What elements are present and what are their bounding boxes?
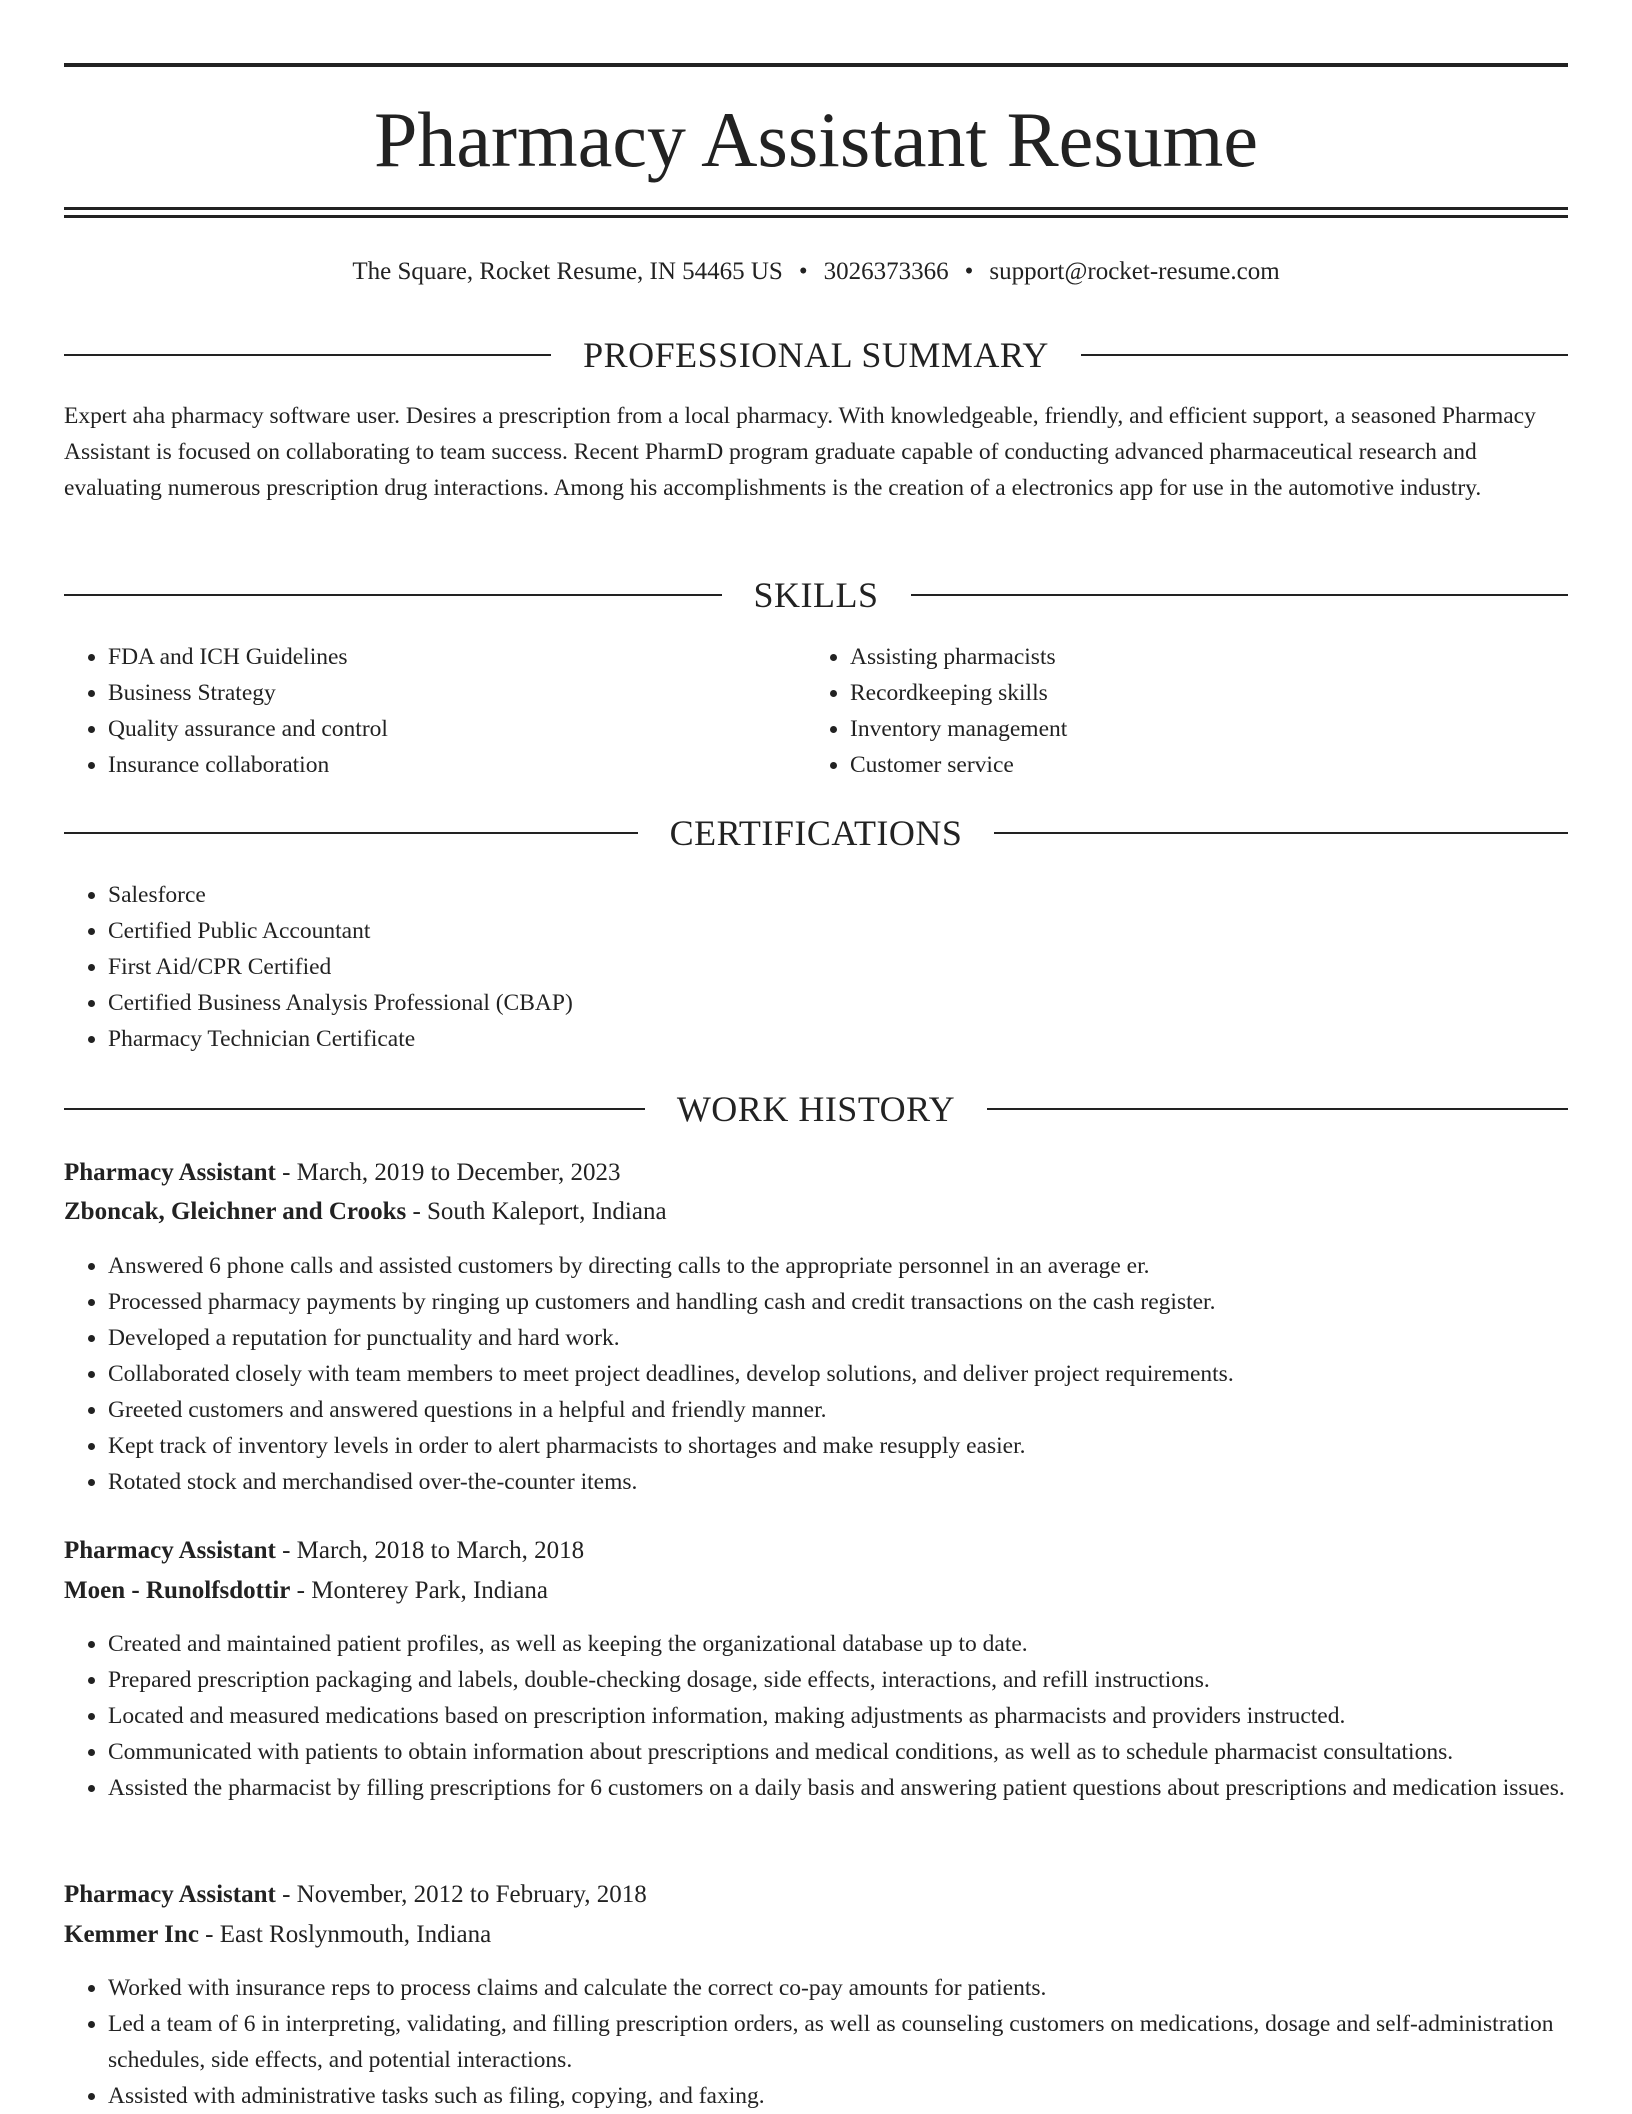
contact-phone: 3026373366 bbox=[823, 258, 949, 285]
contact-separator: • bbox=[798, 258, 808, 285]
list-item: • Quality assurance and control bbox=[108, 711, 798, 747]
list-item: • Salesforce bbox=[108, 877, 1568, 913]
title-rule-upper bbox=[64, 207, 1568, 210]
job-bullets bbox=[64, 1248, 1588, 1500]
contact-email: support@rocket-resume.com bbox=[989, 258, 1280, 285]
job-dates: March, 2019 to December, 2023 bbox=[296, 1159, 621, 1186]
section-title: PROFESSIONAL SUMMARY bbox=[583, 335, 1049, 375]
heading-rule-left bbox=[64, 832, 638, 834]
list-item: • Pharmacy Technician Certificate bbox=[108, 1021, 1568, 1057]
contact-address: The Square, Rocket Resume, IN 54465 US bbox=[352, 258, 783, 285]
job-title: Pharmacy Assistant bbox=[64, 1159, 276, 1186]
section-heading-work-history bbox=[64, 1087, 1568, 1131]
certifications-list bbox=[64, 877, 1568, 1057]
summary-text: Expert aha pharmacy software user. Desires a prescription from a local pharmacy. With knowledgeable, friendly, and efficient support, a seasoned Pharmacy Assistant is focused on collaborating to team success. Recent PharmD program graduate capable of conducting advanced pharmaceutical research and evaluating numerous prescription drug interactions. Among his accomplishments is the creation of a electronics app for use in the automotive industry. bbox=[64, 403, 1536, 501]
list-item: • First Aid/CPR Certified bbox=[108, 949, 1568, 985]
section-heading-skills bbox=[64, 573, 1568, 617]
job-company: Zboncak, Gleichner and Crooks bbox=[64, 1198, 407, 1225]
heading-rule-left bbox=[64, 594, 722, 596]
job-company-line bbox=[64, 1194, 1568, 1230]
job-dash: - bbox=[198, 1921, 220, 1948]
job-title-line bbox=[64, 1533, 1568, 1569]
list-item: • Rotated stock and merchandised over-the-counter items. bbox=[108, 1464, 1588, 1500]
job-dash: - bbox=[275, 1159, 297, 1186]
job-dash: - bbox=[275, 1537, 297, 1564]
job-dates: November, 2012 to February, 2018 bbox=[296, 1881, 647, 1908]
list-item: • FDA and ICH Guidelines bbox=[108, 639, 798, 675]
list-item: • Worked with insurance reps to process claims and calculate the correct co-pay amounts for patients. bbox=[108, 1970, 1588, 2006]
heading-rule-left bbox=[64, 1108, 645, 1110]
list-item: • Assisted the pharmacist by filling prescriptions for 6 customers on a daily basis and answering patient questions about prescriptions and medication issues. bbox=[108, 1770, 1588, 1806]
heading-rule-left bbox=[64, 354, 551, 356]
list-item: • Answered 6 phone calls and assisted customers by directing calls to the appropriate personnel in an average er. bbox=[108, 1248, 1588, 1284]
list-item: • Developed a reputation for punctuality and hard work. bbox=[108, 1320, 1588, 1356]
job-location: South Kaleport, Indiana bbox=[427, 1198, 667, 1225]
title-rule-lower bbox=[64, 215, 1568, 218]
job-dash: - bbox=[275, 1881, 297, 1908]
skills-list-left bbox=[64, 639, 798, 783]
job-title: Pharmacy Assistant bbox=[64, 1881, 276, 1908]
contact-line bbox=[64, 254, 1568, 290]
job-location: East Roslynmouth, Indiana bbox=[219, 1921, 492, 1948]
section-heading-summary bbox=[64, 333, 1568, 377]
job-dash: - bbox=[406, 1198, 428, 1225]
page-title: Pharmacy Assistant Resume bbox=[374, 96, 1258, 183]
job-company: Moen - Runolfsdottir bbox=[64, 1577, 291, 1604]
list-item: • Certified Business Analysis Professional (CBAP) bbox=[108, 985, 1568, 1021]
section-heading-certifications bbox=[64, 811, 1568, 855]
list-item: • Insurance collaboration bbox=[108, 747, 798, 783]
list-item: • Recordkeeping skills bbox=[850, 675, 1550, 711]
skills-list-right bbox=[806, 639, 1550, 783]
section-title: CERTIFICATIONS bbox=[669, 813, 963, 853]
job-title-line bbox=[64, 1877, 1568, 1913]
list-item: • Assisted with administrative tasks such as filing, copying, and faxing. bbox=[108, 2078, 1588, 2114]
list-item: • Communicated with patients to obtain information about prescriptions and medical conditions, as well as to schedule pharmacist consultations. bbox=[108, 1734, 1588, 1770]
heading-rule-right bbox=[911, 594, 1569, 596]
list-item: • Inventory management bbox=[850, 711, 1550, 747]
list-item: • Assisting pharmacists bbox=[850, 639, 1550, 675]
section-title: WORK HISTORY bbox=[676, 1089, 956, 1129]
list-item: • Greeted customers and answered questions in a helpful and friendly manner. bbox=[108, 1392, 1588, 1428]
job-company: Kemmer Inc bbox=[64, 1921, 199, 1948]
job-location: Monterey Park, Indiana bbox=[311, 1577, 548, 1604]
heading-rule-right bbox=[987, 1108, 1568, 1110]
job-title-line bbox=[64, 1155, 1568, 1191]
list-item: • Business Strategy bbox=[108, 675, 798, 711]
list-item: • Led a team of 6 in interpreting, validating, and filling prescription orders, as well as counseling customers on medications, dosage and self-administration schedules, side effects, and potential interactions. bbox=[108, 2006, 1588, 2078]
heading-rule-right bbox=[994, 832, 1568, 834]
job-title: Pharmacy Assistant bbox=[64, 1537, 276, 1564]
list-item: • Located and measured medications based on prescription information, making adjustments as pharmacists and providers instructed. bbox=[108, 1698, 1588, 1734]
list-item: • Processed pharmacy payments by ringing up customers and handling cash and credit transactions on the cash register. bbox=[108, 1284, 1588, 1320]
section-title: SKILLS bbox=[753, 575, 879, 615]
list-item: • Kept track of inventory levels in order to alert pharmacists to shortages and make resupply easier. bbox=[108, 1428, 1588, 1464]
job-bullets bbox=[64, 1970, 1588, 2114]
list-item: • Collaborated closely with team members to meet project deadlines, develop solutions, and deliver project requirements. bbox=[108, 1356, 1588, 1392]
job-bullets bbox=[64, 1626, 1588, 1806]
contact-separator: • bbox=[964, 258, 974, 285]
heading-rule-right bbox=[1081, 354, 1568, 356]
list-item: • Created and maintained patient profiles, as well as keeping the organizational database up to date. bbox=[108, 1626, 1588, 1662]
list-item: • Certified Public Accountant bbox=[108, 913, 1568, 949]
job-dash: - bbox=[290, 1577, 312, 1604]
list-item: • Customer service bbox=[850, 747, 1550, 783]
job-dates: March, 2018 to March, 2018 bbox=[296, 1537, 585, 1564]
top-rule bbox=[64, 63, 1568, 67]
job-company-line bbox=[64, 1573, 1568, 1609]
list-item: • Prepared prescription packaging and labels, double-checking dosage, side effects, interactions, and refill instructions. bbox=[108, 1662, 1588, 1698]
job-company-line bbox=[64, 1917, 1568, 1953]
